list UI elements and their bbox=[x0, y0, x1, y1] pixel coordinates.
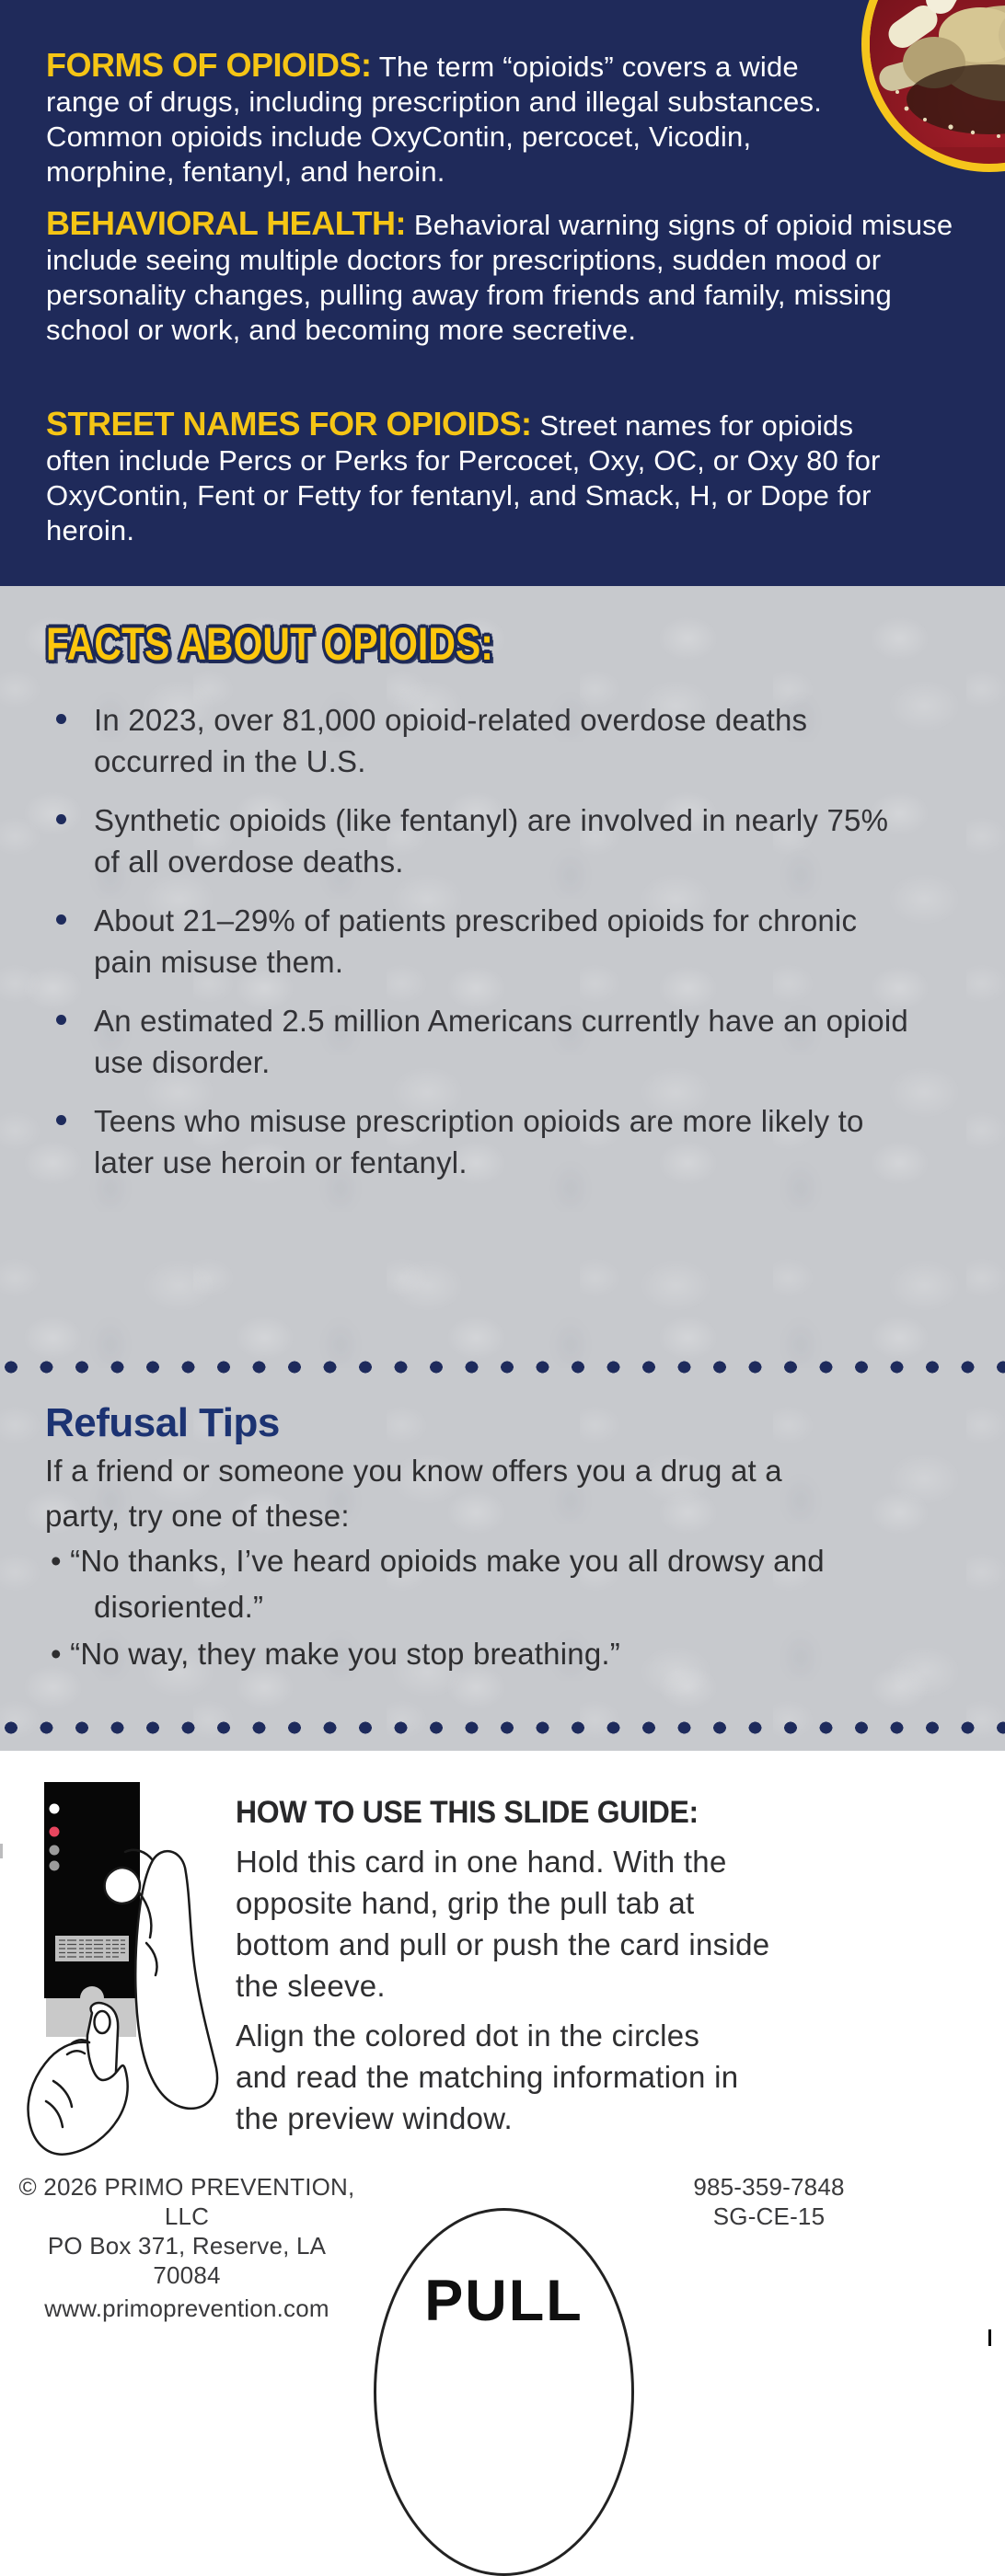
how-to-title: HOW TO USE THIS SLIDE GUIDE: bbox=[236, 1795, 699, 1830]
facts-title: FACTS ABOUT OPIOIDS: bbox=[46, 618, 493, 670]
facts-list bbox=[0, 699, 920, 1201]
fact-item: Synthetic opioids (like fentanyl) are involved in nearly 75% of all overdose deaths. bbox=[0, 799, 920, 882]
product-code-line: SG-CE-15 bbox=[712, 2202, 826, 2230]
how-to-step-2: Align the colored dot in the circles and read the matching information in the preview window. bbox=[236, 2018, 739, 2135]
card-fine-print bbox=[55, 1936, 129, 1961]
refusal-tips-title: Refusal Tips bbox=[45, 1400, 280, 1445]
street-names-text: Street names for opioids often include Percs or Perks for Percocet, Oxy, OC, or Oxy 80 for OxyContin, Fent or Fetty for fentanyl, and Smack, H, or Dope for heroin. bbox=[46, 409, 881, 546]
pills-and-powder-photo bbox=[861, 0, 1005, 172]
fact-item: An estimated 2.5 million Americans currently have an opioid use disorder. bbox=[0, 1000, 920, 1083]
card-dot-red bbox=[50, 1827, 60, 1837]
refusal-quote: • “No thanks, I’ve heard opioids make you all drowsy and disoriented.” bbox=[51, 1538, 968, 1630]
forms-of-opioids-heading: FORMS OF OPIOIDS: bbox=[46, 46, 372, 84]
pull-tab bbox=[374, 2208, 634, 2576]
dotted-divider-top bbox=[4, 1360, 1005, 1374]
fact-item: In 2023, over 81,000 opioid-related overdose deaths occurred in the U.S. bbox=[0, 699, 920, 782]
behavioral-health-paragraph bbox=[46, 206, 976, 348]
dotted-divider-bottom bbox=[4, 1720, 1005, 1735]
forms-of-opioids-text: The term “opioids” covers a wide range of drugs, including prescription and illegal substances. Common opioids include OxyContin, percocet, Vicodin, morphine, fentanyl, and heroin. bbox=[46, 51, 823, 188]
address-line: PO Box 371, Reserve, LA 70084 bbox=[47, 2232, 327, 2289]
behavioral-health-heading: BEHAVIORAL HEALTH: bbox=[46, 204, 406, 242]
fact-item: Teens who misuse prescription opioids are more likely to later use heroin or fentanyl. bbox=[0, 1100, 920, 1183]
phone-line: 985-359-7848 bbox=[693, 2173, 845, 2201]
card-dot-gray bbox=[50, 1846, 60, 1856]
pull-label: PULL bbox=[424, 2269, 583, 2333]
print-registration-tick bbox=[0, 1844, 3, 1858]
print-crop-mark bbox=[988, 2329, 991, 2346]
street-names-paragraph bbox=[46, 407, 902, 548]
refusal-quote: • “No way, they make you stop breathing.” bbox=[51, 1631, 968, 1677]
street-names-heading: STREET NAMES FOR OPIOIDS: bbox=[46, 405, 532, 443]
copyright-line: © 2026 PRIMO PREVENTION, LLC bbox=[18, 2173, 355, 2230]
forms-of-opioids-paragraph bbox=[46, 48, 856, 190]
contact-info bbox=[670, 2172, 868, 2231]
card-dot-white bbox=[50, 1804, 60, 1814]
website-line: www.primoprevention.com bbox=[44, 2294, 329, 2322]
fact-item: About 21–29% of patients prescribed opioids for chronic pain misuse them. bbox=[0, 900, 920, 983]
publisher-info bbox=[17, 2172, 357, 2323]
behavioral-health-text: Behavioral warning signs of opioid misuse include seeing multiple doctors for prescriptions, sudden mood or personality changes, pulling away from friends and family, missing school or work, and becoming more secretive. bbox=[46, 209, 953, 346]
opioid-info-panel bbox=[0, 0, 1005, 586]
how-to-step-1: Hold this card in one hand. With the opposite hand, grip the pull tab at bottom and pull or push the card inside the sleeve. bbox=[236, 1845, 770, 2003]
pills-photo-art bbox=[870, 0, 1005, 147]
refusal-tips-intro: If a friend or someone you know offers you a drug at a party, try one of these: bbox=[45, 1454, 782, 1533]
card-dot-gray bbox=[50, 1861, 60, 1871]
